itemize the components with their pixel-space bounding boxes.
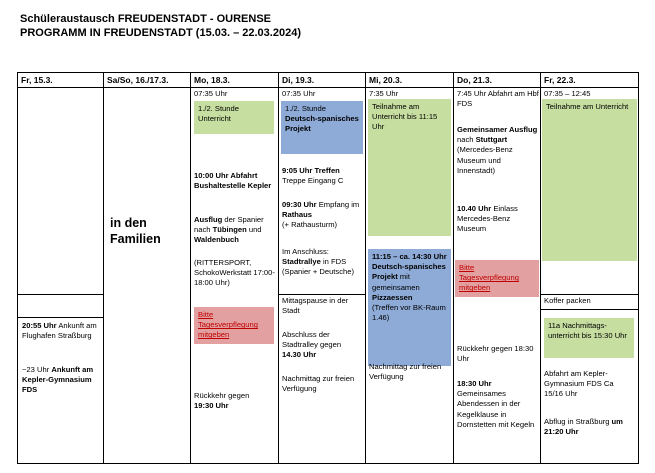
mo-unterricht-box: 1./2. Stunde Unterricht bbox=[194, 101, 274, 134]
document-title: Schüleraustausch FREUDENSTADT - OURENSE bbox=[20, 13, 272, 25]
header-di-19: Di, 19.3. bbox=[282, 75, 315, 85]
header-mi-20: Mi, 20.3. bbox=[369, 75, 403, 85]
fr22-abflug: Abflug in Straßburg um 21:20 Uhr bbox=[544, 417, 623, 437]
di-time: 07:35 Uhr bbox=[282, 89, 316, 98]
mo-abfahrt: 10:00 Uhr Abfahrt Bushaltestelle Kepler bbox=[194, 171, 272, 191]
mo-time: 07:35 Uhr bbox=[194, 89, 228, 98]
fr22-nachmittag-box: 11a Nachmittags-unterricht bis 15:30 Uhr bbox=[544, 318, 634, 358]
header-fr-22: Fr, 22.3. bbox=[544, 75, 576, 85]
fr15-arrival: 20:55 Uhr Ankunft am Flughafen Straßburg bbox=[22, 321, 97, 341]
mo-rueckkehr: Rückkehr gegen 19:30 Uhr bbox=[194, 391, 250, 411]
header-sa-so: Sa/So, 16./17.3. bbox=[107, 75, 169, 85]
mi-projekt-box: 11:15 – ca. 14:30 Uhr Deutsch-spanisches Projekt mit gemeinsamen Pizzaessen (Treffen vor BK-Raum 1.46) bbox=[368, 249, 451, 366]
mi-frei: Nachmittag zur freien Verfügung bbox=[369, 362, 442, 382]
mo-rittersport: (RITTERSPORT, SchokoWerkstatt 17:00-18:00 Uhr) bbox=[194, 258, 275, 288]
document-subtitle: PROGRAMM IN FREUDENSTADT (15.03. – 22.03.2024) bbox=[20, 27, 301, 39]
mi-time: 7:35 Uhr bbox=[369, 89, 399, 98]
di-frei: Nachmittag zur freien Verfügung bbox=[282, 374, 355, 394]
saso-familien: in den Familien bbox=[110, 216, 161, 246]
fr22-koffer: Koffer packen bbox=[544, 296, 591, 305]
do-rueckkehr: Rückkehr gegen 18:30 Uhr bbox=[457, 344, 534, 364]
di-treffen: 9:05 Uhr Treffen Treppe Eingang C bbox=[282, 166, 344, 186]
mo-ausflug: Ausflug der Spanier nach Tübingen und Waldenbuch bbox=[194, 215, 264, 245]
header-mo-18: Mo, 18.3. bbox=[194, 75, 230, 85]
fr22-abfahrt: Abfahrt am Kepler-Gymnasium FDS Ca 15/16 Uhr bbox=[544, 369, 614, 399]
di-abschluss: Abschluss der Stadtralley gegen 14.30 Uhr bbox=[282, 330, 342, 360]
header-fr-15: Fr, 15.3. bbox=[21, 75, 53, 85]
header-do-21: Do, 21.3. bbox=[457, 75, 492, 85]
do-ausflug: Gemeinsamer Ausflug nach Stuttgart (Mercedes-Benz Museum und Innenstadt) bbox=[457, 125, 538, 175]
di-stadtrallye: Im Anschluss: Stadtrallye in FDS (Spanier + Deutsche) bbox=[282, 247, 354, 277]
fr22-unterricht-box: Teilnahme am Unterricht bbox=[542, 99, 637, 261]
mi-unterricht-box: Teilnahme am Unterricht bis 11:15 Uhr bbox=[368, 99, 451, 236]
do-abfahrt: 7:45 Uhr Abfahrt am Hbf FDS bbox=[457, 89, 539, 109]
mo-tagesverpflegung-box: Bitte Tagesverpflegung mitgeben bbox=[194, 307, 274, 344]
di-mittagspause: Mittagspause in der Stadt bbox=[282, 296, 349, 316]
do-einlass: 10.40 Uhr Einlass Mercedes-Benz Museum bbox=[457, 204, 518, 234]
fr15-kepler-arrival: ~23 Uhr Ankunft am Kepler-Gymnasium FDS bbox=[22, 365, 94, 395]
do-abendessen: 18:30 Uhr Gemeinsames Abendessen in der Kegelklause in Dornstetten mit Kegeln bbox=[457, 379, 535, 429]
di-empfang: 09:30 Uhr Empfang im Rathaus (+ Rathausturm) bbox=[282, 200, 360, 230]
di-projekt-box: 1./2. Stunde Deutsch-spanisches Projekt bbox=[281, 101, 363, 154]
schedule-table bbox=[17, 72, 639, 464]
fr22-time: 07:35 – 12:45 bbox=[544, 89, 591, 98]
do-tagesverpflegung-box: Bitte Tagesverpflegung mitgeben bbox=[455, 260, 539, 297]
